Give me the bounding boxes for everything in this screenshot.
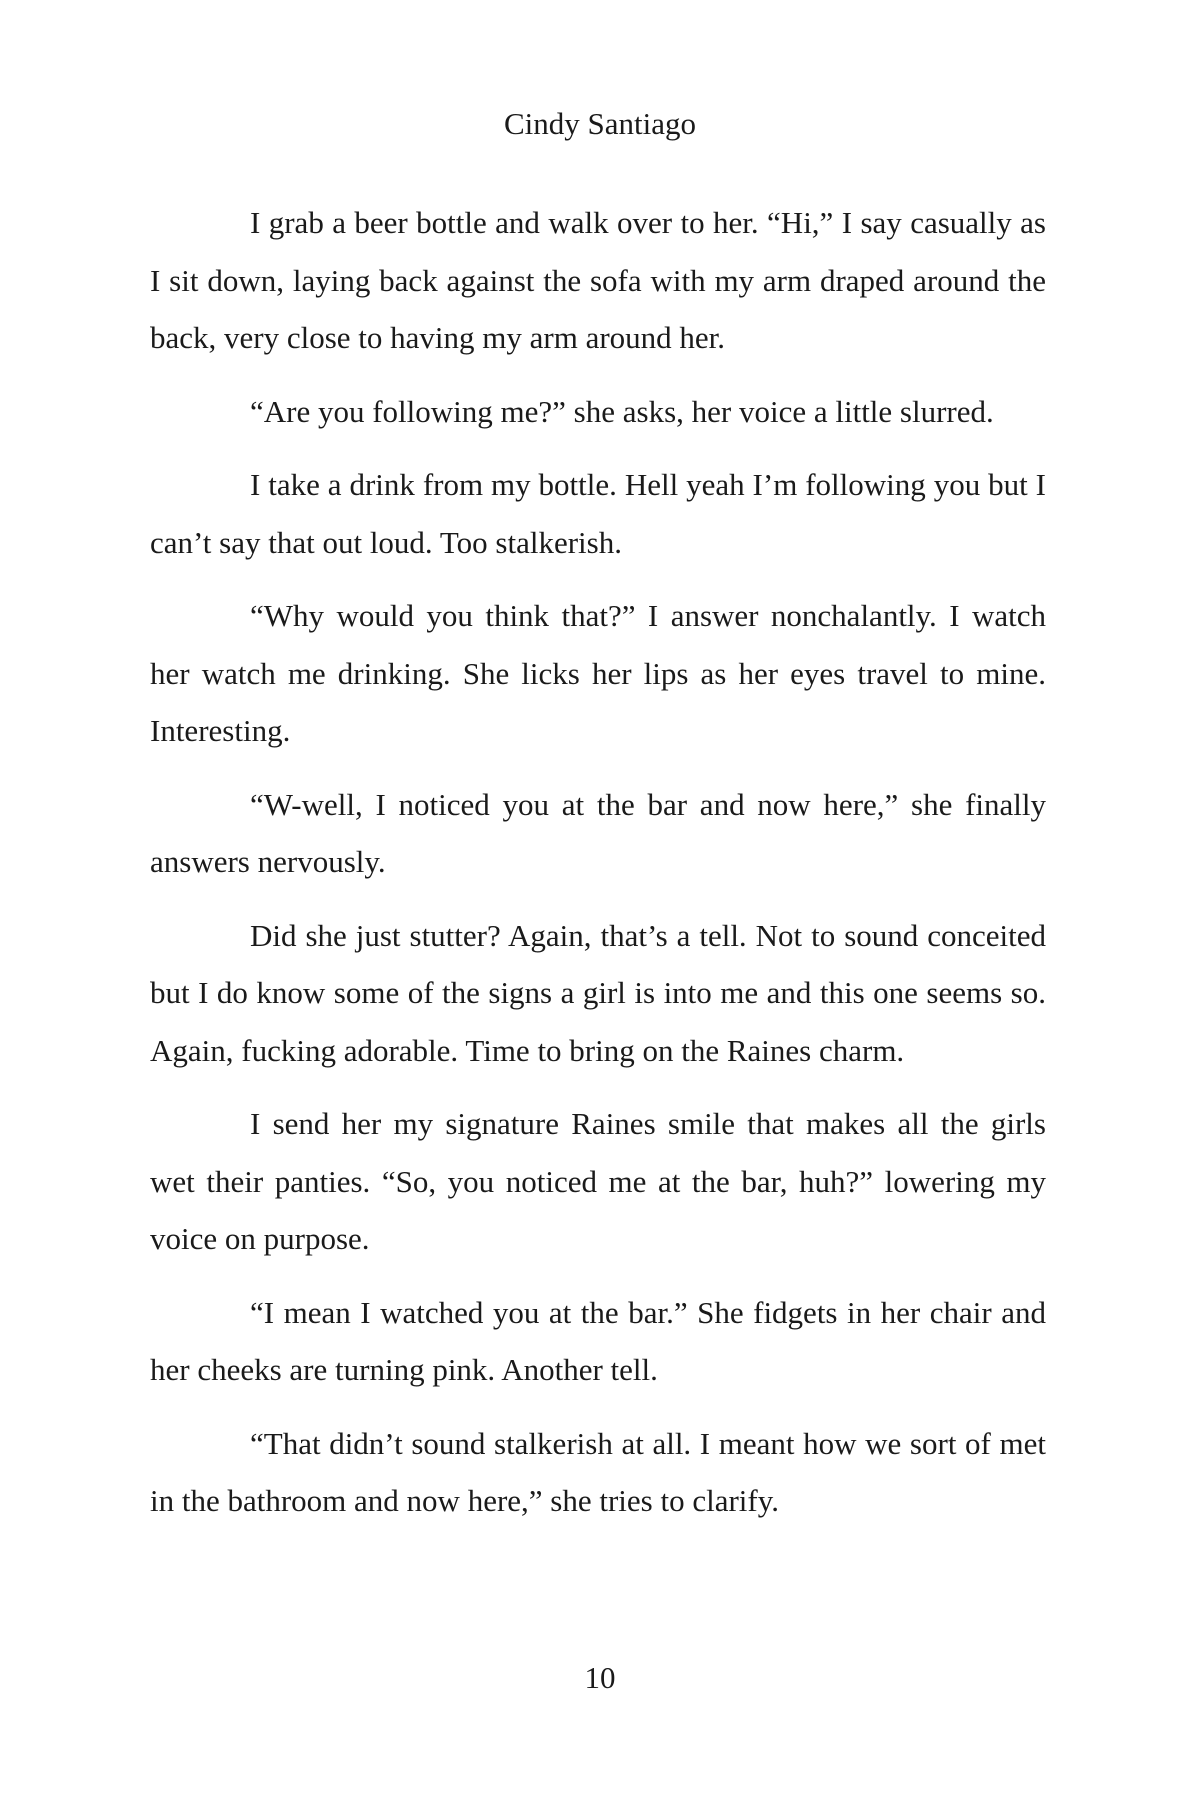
running-header-author: Cindy Santiago xyxy=(503,106,697,141)
paragraph: I send her my signature Raines smile that makes all the girls wet their panties. “So, you noticed me at the bar, huh?” lowering my voice on purpose. xyxy=(150,1106,1046,1256)
paragraph: Did she just stutter? Again, that’s a tell. Not to sound conceited but I do know some of the signs a girl is into me and this one seems so. Again, fucking adorable. Time to bring on the Raines charm. xyxy=(150,917,1046,1068)
page-number: 10 xyxy=(584,1660,616,1695)
paragraph: “Are you following me?” she asks, her voice a little slurred. xyxy=(250,393,994,429)
paragraph: “That didn’t sound stalkerish at all. I meant how we sort of met in the bathroom and now here,” she tries to clarify. xyxy=(150,1425,1046,1518)
paragraph: I take a drink from my bottle. Hell yeah I’m following you but I can’t say that out loud. Too stalkerish. xyxy=(150,467,1046,560)
paragraph: “Why would you think that?” I answer nonchalantly. I watch her watch me drinking. She licks her lips as her eyes travel to mine. Interesting. xyxy=(150,598,1046,748)
body-text xyxy=(150,194,1046,1546)
paragraph: “I mean I watched you at the bar.” She fidgets in her chair and her cheeks are turning pink. Another tell. xyxy=(150,1294,1046,1387)
paragraph: “W-well, I noticed you at the bar and now here,” she finally answers nervously. xyxy=(150,786,1046,879)
paragraph: I grab a beer bottle and walk over to her. “Hi,” I say casually as I sit down, laying back against the sofa with my arm draped around the back, very close to having my arm around her. xyxy=(150,205,1046,355)
